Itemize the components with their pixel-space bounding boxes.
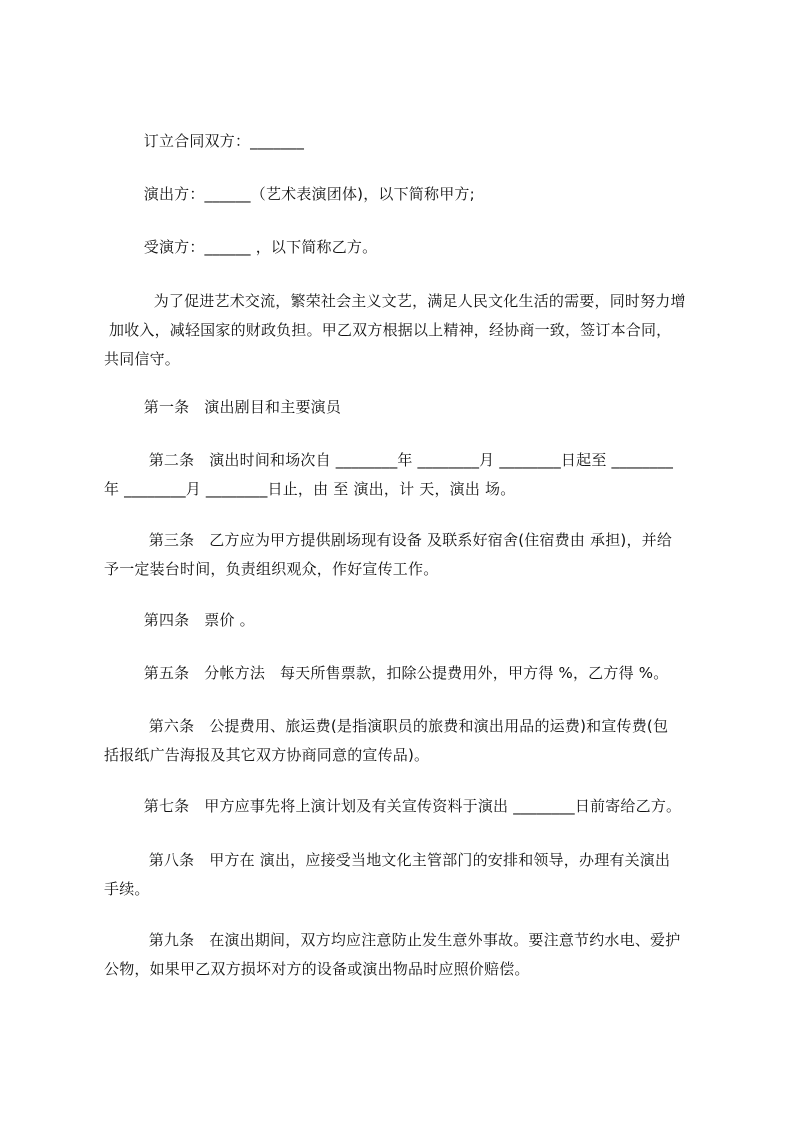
article-2: 第二条 演出时间和场次自 ________年 ________月 ________日起至 ________ 年 ________月 ________日止，由 至 演出，计 天，演出 场。	[104, 451, 674, 498]
contract-parties-line: 订立合同双方：_______	[104, 132, 305, 150]
host-party-line: 受演方：______ ，以下简称乙方。	[104, 238, 378, 256]
article-6: 第六条 公提费用、旅运费(是指演职员的旅费和演出用品的运费)和宣传费(包 括报纸广告海报及其它双方协商同意的宣传品)。	[104, 717, 669, 764]
article-9: 第九条 在演出期间，双方均应注意防止发生意外事故。要注意节约水电、爱护 公物，如果甲乙双方损坏对方的设备或演出物品时应照价赔偿。	[104, 931, 681, 978]
article-4: 第四条 票价 。	[104, 611, 255, 629]
article-5: 第五条 分帐方法 每天所售票款，扣除公提费用外，甲方得 %，乙方得 %。	[104, 664, 669, 682]
preamble-paragraph: 为了促进艺术交流，繁荣社会主义文艺，满足人民文化生活的需要，同时努力增 加收入，减轻国家的财政负担。甲乙双方根据以上精神，经协商一致，签订本合同， 共同信守。	[104, 292, 686, 368]
article-3: 第三条 乙方应为甲方提供剧场现有设备 及联系好宿舍(住宿费由 承担)，并给 予一定装台时间，负责组织观众，作好宣传工作。	[104, 531, 673, 578]
article-1: 第一条 演出剧目和主要演员	[104, 398, 342, 416]
article-7: 第七条 甲方应事先将上演计划及有关宣传资料于演出 ________日前寄给乙方。	[104, 797, 682, 815]
performer-party-line: 演出方：______（艺术表演团体)，以下简称甲方;	[104, 185, 475, 203]
article-8: 第八条 甲方在 演出，应接受当地文化主管部门的安排和领导，办理有关演出 手续。	[104, 851, 671, 898]
